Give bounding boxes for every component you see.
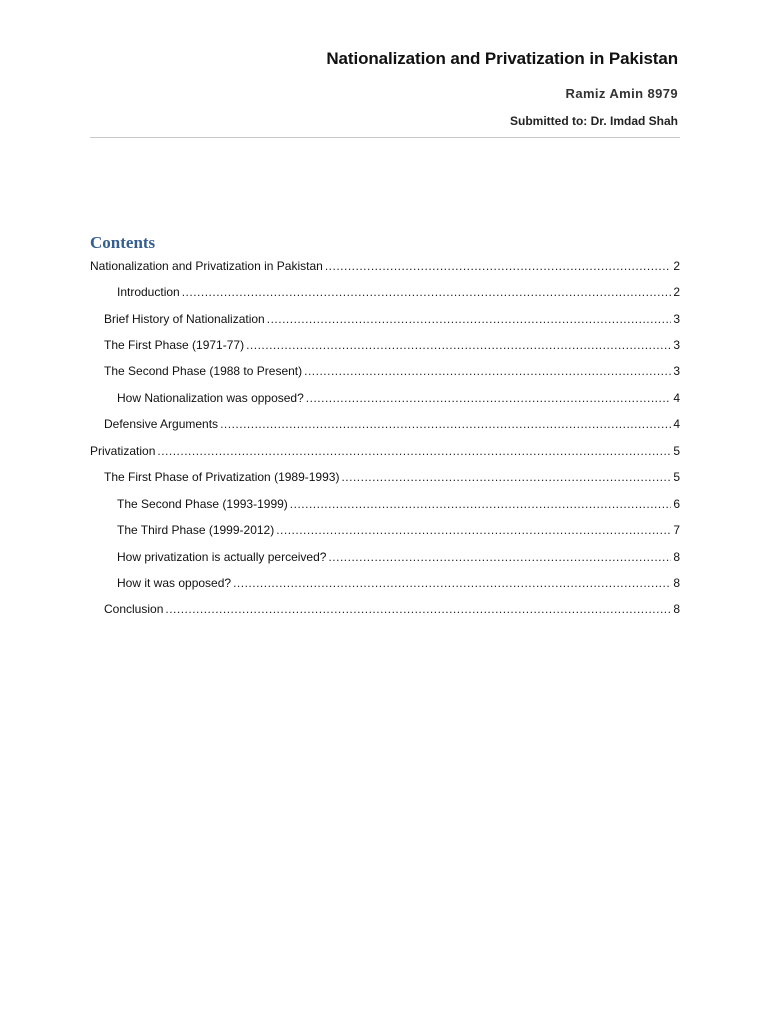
toc-entry-label: The First Phase of Privatization (1989-1993) [104, 470, 340, 484]
toc-entry-page: 2 [673, 285, 680, 299]
toc-entry[interactable] [90, 335, 680, 355]
toc-entry-label: Introduction [117, 285, 180, 299]
toc-entry-page: 2 [673, 259, 680, 273]
toc-entry[interactable] [90, 282, 680, 302]
toc-entry-label: Privatization [90, 444, 156, 458]
toc-entry-label: Defensive Arguments [104, 417, 219, 431]
toc-dot-leader [341, 467, 671, 487]
toc-entry-page: 3 [673, 364, 680, 378]
toc-entry-page: 5 [673, 470, 680, 484]
header-divider [90, 137, 680, 138]
toc-entry-page: 3 [673, 312, 680, 326]
toc-entry-label: Nationalization and Privatization in Pakistan [90, 259, 323, 273]
toc-entry-page: 4 [673, 417, 680, 431]
toc-entry[interactable] [90, 309, 680, 329]
toc-entry-page: 6 [673, 497, 680, 511]
toc-entry-page: 5 [673, 444, 680, 458]
toc-entry-page: 8 [673, 576, 680, 590]
toc-entry-page: 8 [673, 550, 680, 564]
toc-entry-label: The Second Phase (1988 to Present) [104, 364, 303, 378]
author-line: Ramiz Amin 8979 [565, 86, 678, 101]
toc-dot-leader [182, 282, 672, 302]
toc-entry[interactable] [90, 388, 680, 408]
toc-entry[interactable] [90, 520, 680, 540]
toc-entry[interactable] [90, 494, 680, 514]
toc-dot-leader [276, 520, 671, 540]
toc-entry-label: How privatization is actually perceived? [117, 550, 327, 564]
submitted-to-line: Submitted to: Dr. Imdad Shah [509, 114, 678, 128]
toc-dot-leader [304, 361, 671, 381]
toc-entry[interactable] [90, 547, 680, 567]
contents-heading: Contents [90, 233, 156, 252]
toc-entry-label: The First Phase (1971-77) [104, 338, 245, 352]
toc-dot-leader [306, 388, 672, 408]
toc-entry-page: 8 [673, 602, 680, 616]
toc-entry[interactable] [90, 467, 680, 487]
toc-dot-leader [246, 335, 671, 355]
toc-dot-leader [157, 441, 671, 461]
toc-entry-page: 7 [673, 523, 680, 537]
toc-entry[interactable] [90, 414, 680, 434]
toc-entry[interactable] [90, 256, 680, 276]
toc-dot-leader [290, 494, 672, 514]
document-title: Nationalization and Privatization in Pakistan [326, 49, 678, 68]
toc-entry[interactable] [90, 361, 680, 381]
toc-entry-label: Brief History of Nationalization [104, 312, 265, 326]
toc-entry-label: The Third Phase (1999-2012) [117, 523, 275, 537]
toc-dot-leader [328, 547, 671, 567]
toc-entry[interactable] [90, 441, 680, 461]
toc-dot-leader [165, 599, 671, 619]
toc-dot-leader [233, 573, 671, 593]
toc-entry-label: Conclusion [104, 602, 164, 616]
toc-entry-page: 4 [673, 391, 680, 405]
toc-entry-label: How it was opposed? [117, 576, 232, 590]
toc-entry-label: How Nationalization was opposed? [117, 391, 304, 405]
toc-entry-page: 3 [673, 338, 680, 352]
toc-entry[interactable] [90, 573, 680, 593]
toc-dot-leader [220, 414, 671, 434]
toc-entry[interactable] [90, 599, 680, 619]
toc-dot-leader [267, 309, 672, 329]
toc-dot-leader [325, 256, 672, 276]
toc-entry-label: The Second Phase (1993-1999) [117, 497, 288, 511]
